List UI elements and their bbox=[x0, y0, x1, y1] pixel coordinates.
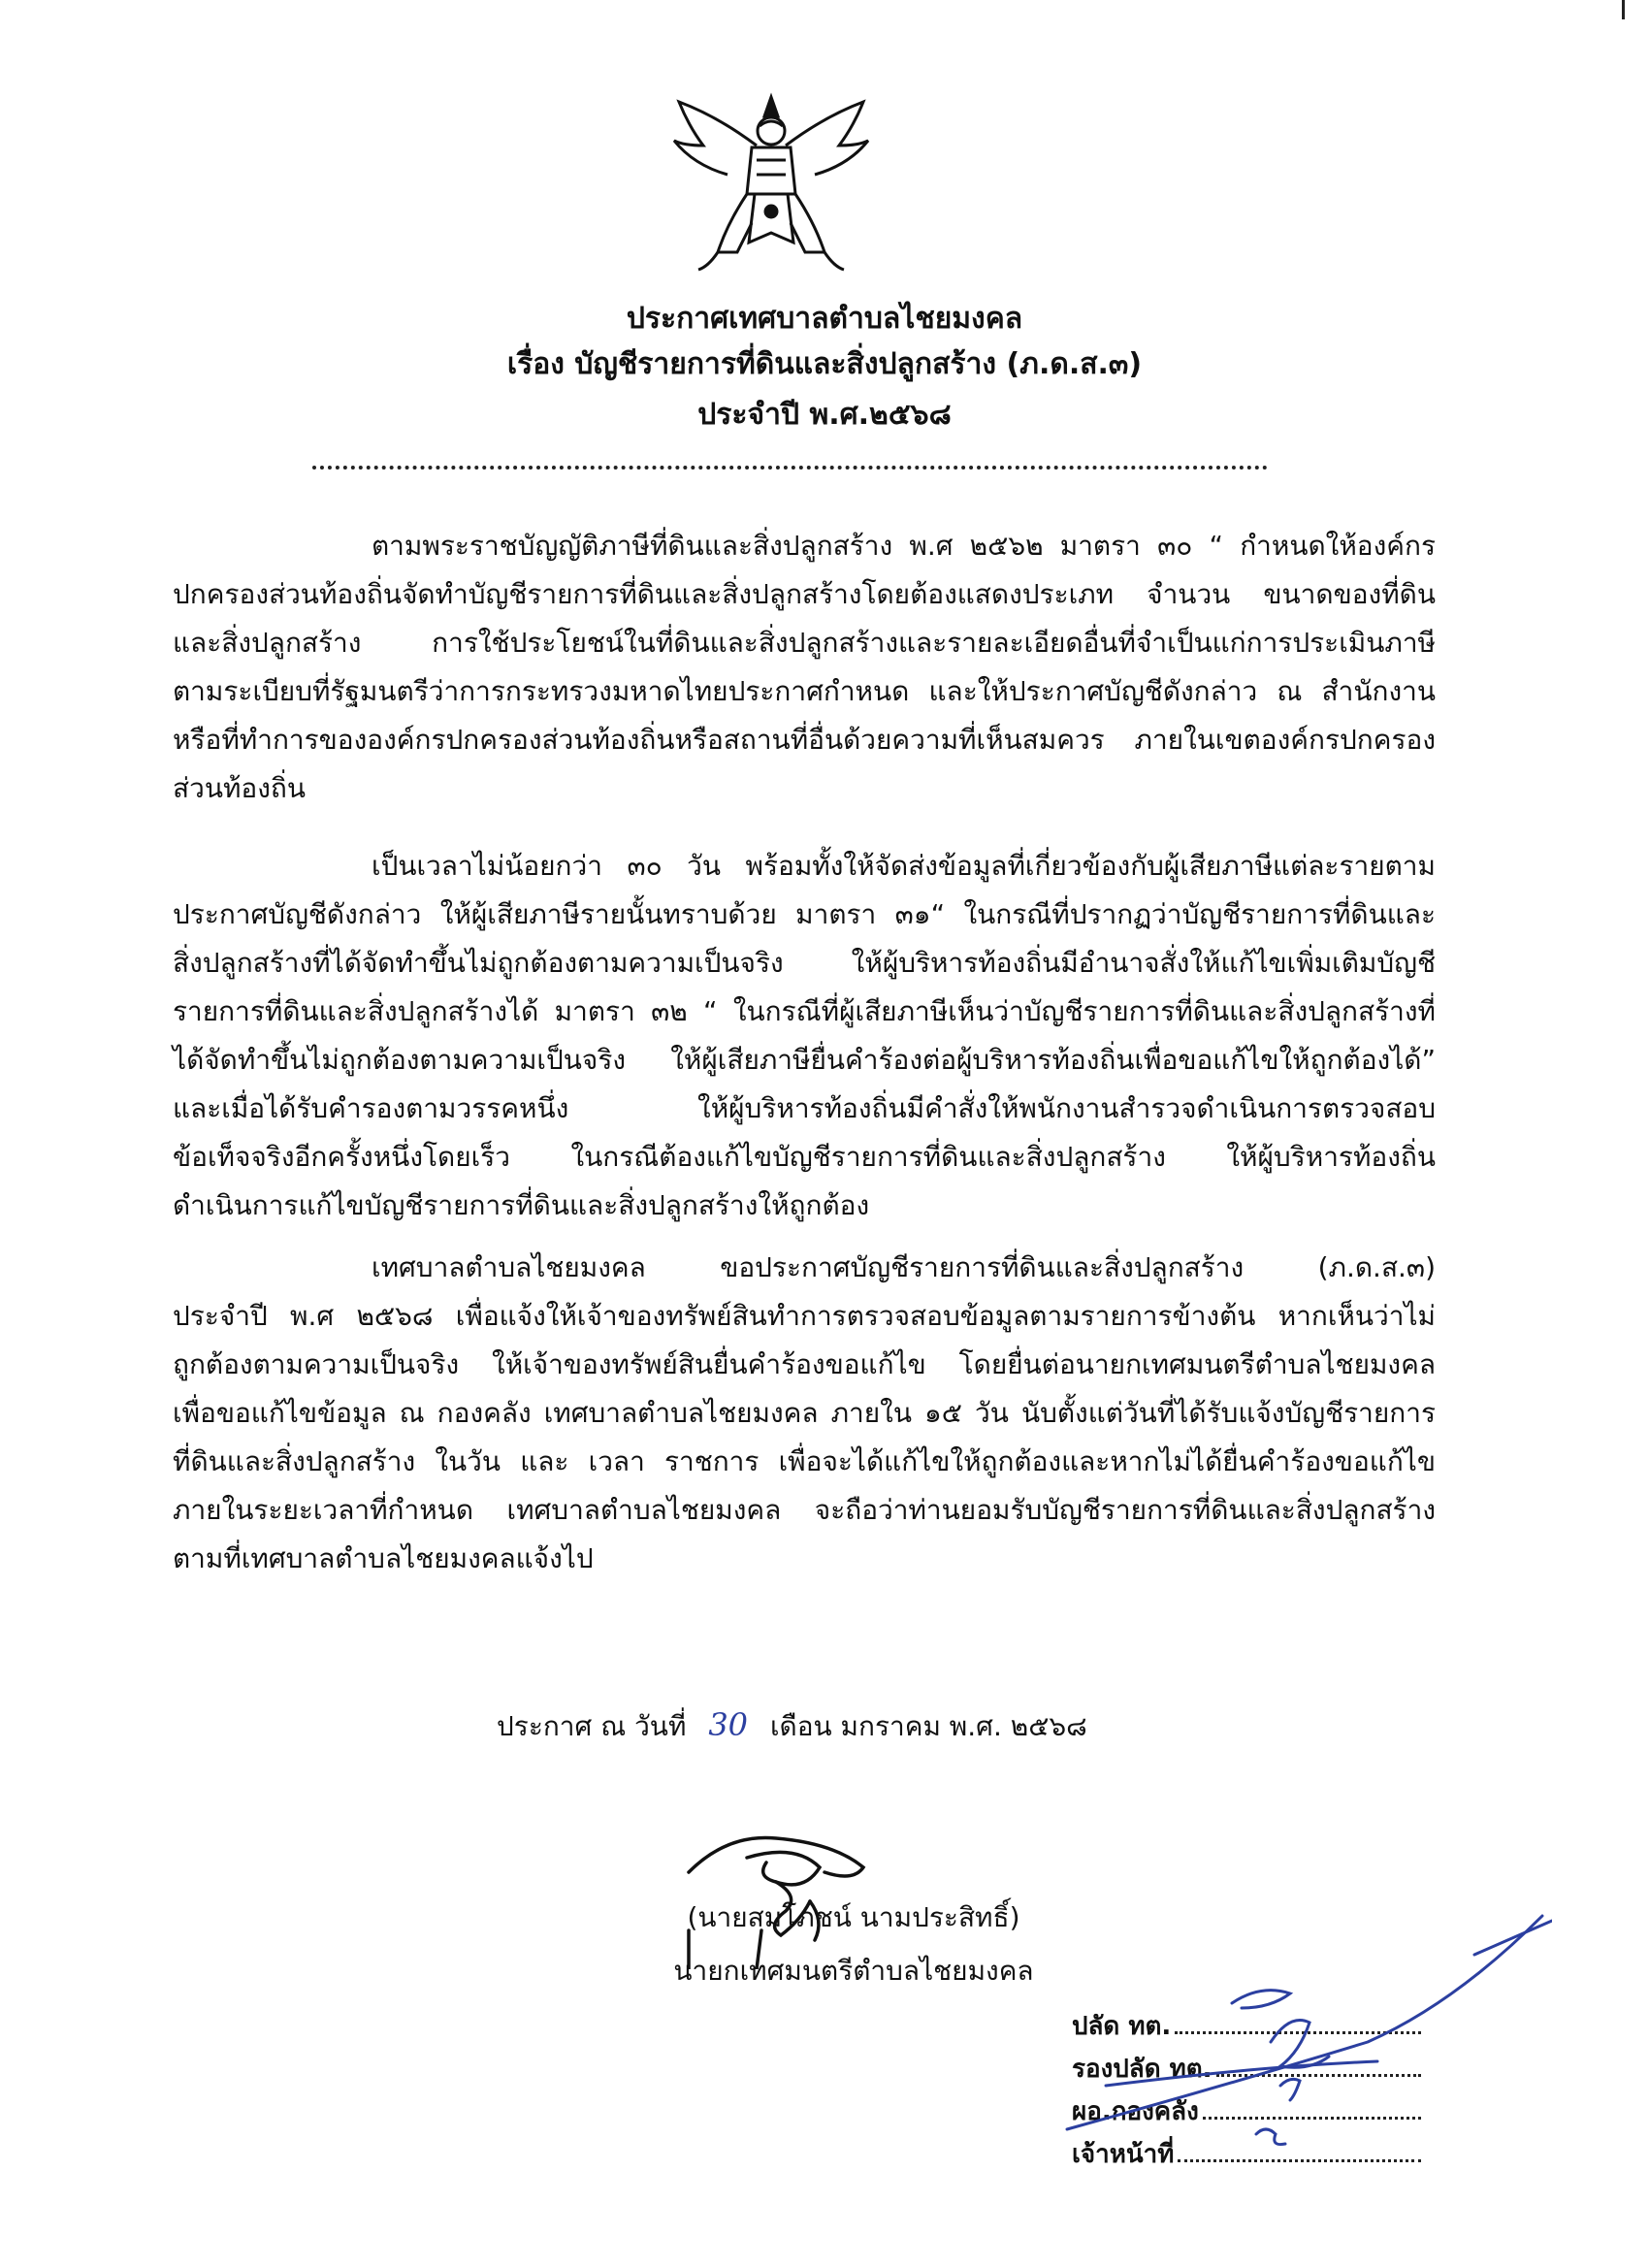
paragraph-line: รายการที่ดินและสิ่งปลูกสร้างได้ มาตรา ๓๒ “ ในกรณีที่ผู้เสียภาษีเห็นว่าบัญชีรายการที่ดินและสิ่งปลูกสร้างที่ bbox=[173, 995, 1436, 1027]
paragraph-2 bbox=[173, 842, 1436, 1230]
paragraph-line: เทศบาลตำบลไชยมงคล ขอประกาศบัญชีรายการที่ดินและสิ่งปลูกสร้าง (ภ.ด.ส.๓) bbox=[372, 1251, 1436, 1283]
initials-ink-icon bbox=[1048, 1887, 1552, 2158]
paragraph-3 bbox=[173, 1244, 1436, 1583]
routing-label: ปลัด ทต. bbox=[1072, 2012, 1172, 2041]
routing-label: รองปลัด ทต. bbox=[1072, 2055, 1212, 2084]
signature-icon bbox=[630, 1814, 922, 1969]
paragraph-line: ตามพระราชบัญญัติภาษีที่ดินและสิ่งปลูกสร้าง พ.ศ ๒๕๖๒ มาตรา ๓๐ “ กำหนดให้องค์กร bbox=[372, 530, 1436, 562]
paragraph-line: ถูกต้องตามความเป็นจริง ให้เจ้าของทรัพย์สินยื่นคำร้องขอแก้ไข โดยยื่นต่อนายกเทศมนตรีตำบลไชยมงคล bbox=[173, 1348, 1436, 1380]
paragraph-line: เพื่อขอแก้ไขข้อมูล ณ กองคลัง เทศบาลตำบลไชยมงคล ภายใน ๑๕ วัน นับตั้งแต่วันที่ได้รับแจ้งบัญชีรายการ bbox=[173, 1397, 1436, 1429]
announcement-date bbox=[497, 1705, 1087, 1748]
garuda-emblem-icon bbox=[660, 87, 883, 281]
paragraph-line: ข้อเท็จจริงอีกครั้งหนึ่งโดยเร็ว ในกรณีต้องแก้ไขบัญชีรายการที่ดินและสิ่งปลูกสร้าง ให้ผู้บริหารท้องถิ่น bbox=[173, 1141, 1436, 1173]
signatory-name: (นายสมโภชน์ นามประสิทธิ์) bbox=[687, 1901, 1020, 1933]
scan-mark bbox=[1622, 0, 1625, 19]
date-day-handwritten: 30 bbox=[708, 1706, 749, 1743]
paragraph-line: ที่ดินและสิ่งปลูกสร้าง ในวัน และ เวลา ราชการ เพื่อจะได้แก้ไขให้ถูกต้องและหากไม่ได้ยื่นคำร้องขอแก้ไข bbox=[173, 1445, 1436, 1477]
routing-label: เจ้าหน้าที่ bbox=[1072, 2140, 1175, 2169]
paragraph-line: ภายในระยะเวลาที่กำหนด เทศบาลตำบลไชยมงคล จะถือว่าท่านยอมรับบัญชีรายการที่ดินและสิ่งปลูกสร้าง bbox=[173, 1494, 1436, 1526]
paragraph-line: และเมื่อได้รับคำรองตามวรรคหนึ่ง ให้ผู้บริหารท้องถิ่นมีคำสั่งให้พนักงานสำรวจดำเนินการตรวจสอบ bbox=[173, 1092, 1436, 1124]
announcement-year: ประจำปี พ.ศ.๒๕๖๘ bbox=[697, 398, 952, 432]
paragraph-1 bbox=[173, 522, 1436, 813]
announcement-title: ประกาศเทศบาลตำบลไชยมงคล bbox=[626, 302, 1023, 336]
paragraph-line: ได้จัดทำขึ้นไม่ถูกต้องตามความเป็นจริง ให้ผู้เสียภาษียื่นคำร้องต่อผู้บริหารท้องถิ่นเพื่อขอแก้ไขให้ถูกต้องได้” bbox=[173, 1044, 1436, 1076]
paragraph-line: หรือที่ทำการขององค์กรปกครองส่วนท้องถิ่นหรือสถานที่อื่นด้วยความที่เห็นสมควร ภายในเขตองค์กรปกครอง bbox=[173, 724, 1436, 756]
paragraph-line: ตามที่เทศบาลตำบลไชยมงคลแจ้งไป bbox=[173, 1542, 594, 1574]
paragraph-line: ตามระเบียบที่รัฐมนตรีว่าการกระทรวงมหาดไทยประกาศกำหนด และให้ประกาศบัญชีดังกล่าว ณ สำนักงาน bbox=[173, 675, 1436, 707]
paragraph-line: สิ่งปลูกสร้างที่ได้จัดทำขึ้นไม่ถูกต้องตามความเป็นจริง ให้ผู้บริหารท้องถิ่นมีอำนาจสั่งให้แก้ไขเพิ่มเติมบัญชี bbox=[173, 947, 1436, 979]
paragraph-line: ประกาศบัญชีดังกล่าว ให้ผู้เสียภาษีรายนั้นทราบด้วย มาตรา ๓๑“ ในกรณีที่ปรากฏว่าบัญชีรายการที่ดินและ bbox=[173, 898, 1436, 930]
divider bbox=[312, 466, 1268, 470]
paragraph-line: เป็นเวลาไม่น้อยกว่า ๓๐ วัน พร้อมทั้งให้จัดส่งข้อมูลที่เกี่ยวข้องกับผู้เสียภาษีแต่ละรายตาม bbox=[372, 850, 1436, 882]
date-suffix: เดือน มกราคม พ.ศ. ๒๕๖๘ bbox=[769, 1710, 1087, 1742]
signatory-position: นายกเทศมนตรีตำบลไชยมงคล bbox=[673, 1955, 1034, 1987]
announcement-subject: เรื่อง บัญชีรายการที่ดินและสิ่งปลูกสร้าง (ภ.ด.ส.๓) bbox=[506, 347, 1143, 381]
routing-label: ผอ.กองคลัง bbox=[1072, 2097, 1199, 2126]
paragraph-line: ปกครองส่วนท้องถิ่นจัดทำบัญชีรายการที่ดินและสิ่งปลูกสร้างโดยต้องแสดงประเภท จำนวน ขนาดของที่ดิน bbox=[173, 578, 1436, 610]
paragraph-line: ประจำปี พ.ศ ๒๕๖๘ เพื่อแจ้งให้เจ้าของทรัพย์สินทำการตรวจสอบข้อมูลตามรายการข้างต้น หากเห็นว่าไม่ bbox=[173, 1300, 1436, 1332]
paragraph-line: และสิ่งปลูกสร้าง การใช้ประโยชน์ในที่ดินและสิ่งปลูกสร้างและรายละเอียดอื่นที่จำเป็นแก่การประเมินภาษี bbox=[173, 627, 1436, 659]
date-prefix: ประกาศ ณ วันที่ bbox=[497, 1710, 687, 1742]
paragraph-line: ส่วนท้องถิ่น bbox=[173, 772, 306, 804]
paragraph-line: ดำเนินการแก้ไขบัญชีรายการที่ดินและสิ่งปลูกสร้างให้ถูกต้อง bbox=[173, 1189, 870, 1221]
